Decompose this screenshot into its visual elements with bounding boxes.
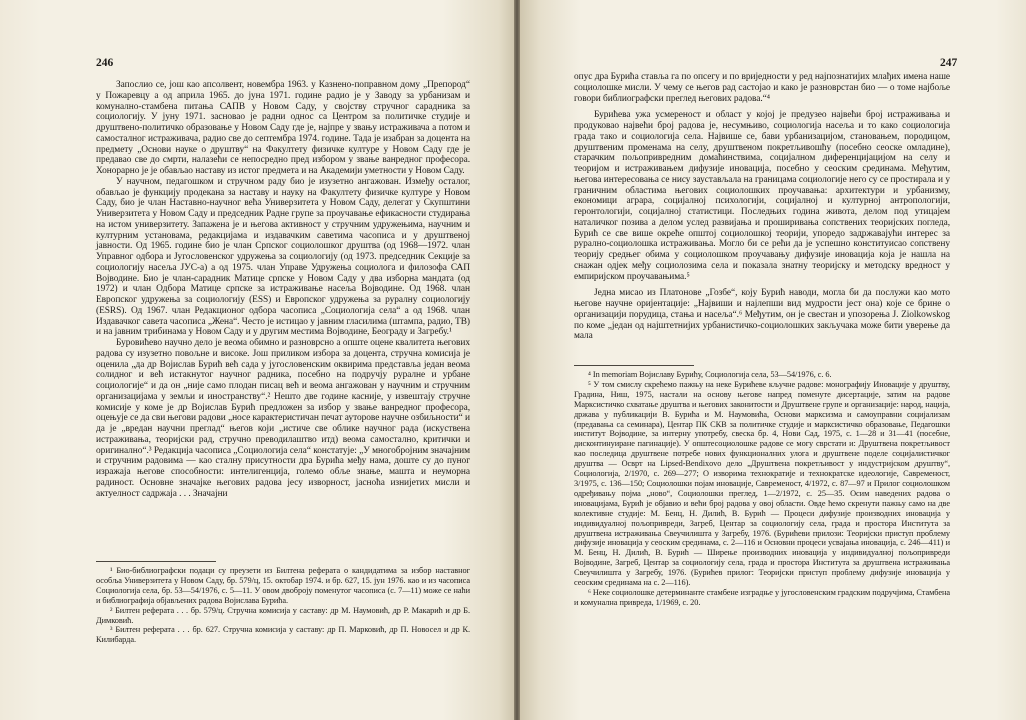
page-number: 246 — [96, 57, 114, 69]
paragraph: Запослио се, још као апсолвент, новембра 1963. у Казнено-поправном дому „Препород“ у Пожаревцу а од априла 1965. до јуна 1971. године радио је у Заводу за урбанизам и комунално-стамбена питања САПВ у Новом Саду, у својству стручног сарадника за социологију. У јуну 1971. засновао је радни однос са Центром за политичке студије и друштвено-политичко образовање у Новом Саду где је, најпре у звању истраживача а потом и самосталног истраживача, радио све до септембра 1974. године. Тада је изабран за доцента на предмету „Основи науке о друштву“ на Факултету физичке културе у Новом Саду где је предавао све до смрти, налазећи се непосредно пред избором у звање ванредног професора. Хонорарно је је обављао наставу из истог предмета и на Академији уметности у Новом Саду. — [96, 80, 470, 176]
paragraph: Једна мисао из Платонове „Гозбе“, коју Бурић наводи, могла би да послужи као мото његове научне оријентације: „Највиши и најлепши вид мудрости јест она) које се брине о организацији порудица, стања и насеља“.⁶ Међутим, он је свестан и упозорења J. Ziolkowskog по коме „један од најштетнијих урбанистичко-социолошких закључака може бити уверење да мала — [574, 288, 950, 342]
footnote: ² Билтен реферата . . . бр. 579/ц. Стручна комисија у саставу: др М. Наумовић, др Р. Макарић и др Б. Димковић. — [96, 605, 470, 625]
right-page — [520, 0, 1026, 720]
footnotes — [96, 566, 470, 645]
page-number: 247 — [940, 57, 958, 69]
footnote: ³ Билтен реферата . . . бр. 627. Стручна комисија у саставу: др П. Марковић, др П. Новосел и др К. Килибарда. — [96, 625, 470, 645]
paragraph: Бурићева ужа усмереност и област у којој је предузео највећи број истраживања и продуковао највећи број радова је, несумњиво, социологија насеља и то како социологија града тако и социологија села. Највише се, бави урбанизацијом, становањем, породицом, друштвеним променама на селу, друштвеном покретљивошћу (посебно сеоске омладине), старачким пољопривредним домаћинствима, социјалном диференцијацијом на селу и теоријом и истраживањем дифузије иновација, посебно у сеоским срединама. Међутим, његова интересовања се нису заустављала на границама социологије него су се простирала и у граничним областима његових социолошких проучавања: архитектури и урбанизму, економици аграра, социјалној психологији, социјалној и културној антропологији, геронтологији, социјалној статистици. Последњих година живота, делом под утицајем наталичког позива а делом услед развијања и проширивања сопствених теоријских погледа, Бурић се све више окреће општој социолошкој теорији, упоредо задржавајући интерес за рурално-социолошка истраживања. Могло би се рећи да је успешно конституисао сопствену теорију средњег обима у социолошком проучавању дифузије иновација која је нашла на снажан одјек међу социолозима села и показала знатну теоријску и методску вредност у емпиријском проучавањима.⁵ — [574, 110, 950, 282]
body-text — [96, 80, 470, 499]
footnote: ⁵ У том смислу скрећемо пажњу на неке Бурићеве кључне радове: монографију Иновације у друштву, Градина, Ниш, 1975, настали на основу његове напред поменуте дисертације, затим на радове Марксистичко схватање друштва и његових законитости и Друштвене групе и организације: народ, нација, држава у публикацији В. Бурића и М. Наумовића, Основи марксизма и самоуправни социјализам (предавања са семинара), Центар ПК СКВ за политичке студије и марксистичко образовање, Педагошки институт Војводине, за интерну употребу, свеска бр. 4, Нови Сад, 1975, с. 1—28 и 31—41 (посебне, дисконтинуиране пагинације). У општесоциолошке радове се могу сврстати и: Друштвена покретљивост као последица друштвене потребе нових функционалних улога и друштвене поделе социјалистичког друштва — Осврт на Lipsed-Bendixovo дело „Друштвена покретљивост у индустријском друштву“, Социологија, 2/1970, с. 269—277; О изворима технократије и технократске идеологије, Савременост, 3/1975, с. 136—150; Социолошки појам иновације, Савременост, 4/1972, с. 87—97 и Прилог социолошком одређивању појма „ново“, Социолошки преглед, 1—2/1972, с. 25—35. Осим наведених радова о иновацијама, Бурић је објавио и већи број радова у овој области. Овде ћемо скренути пажњу само на две колективне студије: М. Бенц, Н. Дилић, В. Бурић — Процеси дифузије производних иновација у индивидуалној пољопривреди, Загреб, Центар за социологију села, града и простора Института за друштвена истраживања Свеучилишта у Загребу, 1976. (Бурићеви прилози: Теоријски приступ проблему дифузије иновација у сеоским срединама, с. 2—116 и Основни процеси усвајања иновација, с. 246—411) и М. Бенц, Н. Дилић, В. Бурић — Ширење производних иновација у индивидуалној пољопривреди Војводине, Загреб, Центар за социологију села, града и простора Института за друштвена истраживања Свеучилишта у Загребу, 1976. (Бурићев прилог: Теоријски приступ проблему дифузије иновација у сеоским срединама на с. 2—116). — [574, 379, 950, 588]
paragraph: У научном, педагошком и стручном раду био је изузетно ангажован. Између осталог, обављао је функцију продекана за наставу и науку на Факултету физичке културе у Новом Саду, био је члан Наставно-научног већа Универзитета у Новом Саду, делегат у Скупштини Универзитета у Новом Саду и председник Радне групе за проучавање ефикасности студирања на истом универзитету. Запажена је и његова активност у стручним удружењима, научним и културним установама, редакцијама и издавачким саветима часописа и у друштвеној јавности. Од 1965. године био је члан Српског социолошког друштва (од 1968—1972. члан Управног одбора и Југословенског удружења за социологију (од 1973. председник Секције за социологију насеља ЈУС-а) а од 1975. члан Управе Удружења социолога и филозофа САП Војводине. Био је члан-сарадник Матице српске у Новом Саду у два изборна мандата (од 1972) и члан Одбора Матице српске за истраживање насеља Војводине. Од 1968. члан Европског удружења за социологију (ESS) и Европског удружења за руралну социологију (ESRS). Од 1967. члан Редакционог одбора часописа „Социологија села“ а од 1968. члан Издавачког савета часописа „Жена“. Често је истицао у јавним гласилима (штампа, радио, ТВ) и на јавним трибинама у Новом Саду и у другим местима Војводине, Београду и Загребу.¹ — [96, 176, 470, 338]
body-text — [574, 72, 950, 342]
footnote-rule — [574, 365, 950, 366]
paragraph: опус дра Бурића ставља га по опсегу и по вриједности у ред најпознатијих млађих имена наше социолошке мисли. У чему се његов рад састојао и како је разноврстан био — о томе најбоље говори библиографски преглед његових радова.“⁴ — [574, 72, 950, 104]
footnote: ¹ Био-библиографски подаци су преузети из Билтена реферата о кандидатима за избор наставног особља Универзитета у Новом Саду, бр. 579/ц, 15. октобар 1974. и бр. 627, 15. јун 1976. као и из часописа Социологија села, бр. 53—54/1976, с. 5—11. У овом двоброју поменутог часописа (с. 7—11) може се наћи и библиографија објављених радова Војислава Бурића. — [96, 566, 470, 605]
footnotes — [574, 370, 950, 608]
footnote-rule — [96, 561, 470, 562]
paragraph: Буровићево научно дело је веома обимно и разноврсно а опште оцене квалитета његових радова су изузетно повољне и високе. Још приликом избора за доцента, стручна комисија је оценила „да др Војислав Бурић већ сада у југословенским оквирима представља један веома солидног и већ истакнутог научног радника, посебно на подручју руралне и урбане социологије“ и да он „није само плодан писац већ и веома ангажован у научним и стручним организацијама у земљи и иностранству“.² Нешто две године касније, у извештају стручне комисије у коме је др Војислав Бурић предложен за избор у звање ванредног професора, оцењује се да сви његови радови „носе карактеристичан печат ауторове научне озбиљности“ и да је „вредан научни преглад“ његов који „истиче све облике научног рада (искуствена истраживања, теоријски рад, стручно преводилаштво итд) веома самостално, критички и оригинално“.³ Редакција часописа „Социологија села“ констатује: „У многобројним значајним и стручним радовима — као сталну присутности дра Бурића међу нама, доште су до пуног изражаја његове способности: интелигенција, големо обље знање, машта и неуморна радиност. Основне значајке његових радова јесу изворност, јасноћа изнијетих мисли и актуелност садржаја . . . Значајни — [96, 338, 470, 499]
footnote: ⁶ Неке социолошке детерминанте стамбене изградње у југословенским градским подручјима, Стамбена и комунална привреда, 1/1969, с. 20. — [574, 587, 950, 607]
footnote: ⁴ In memoriam Војиславу Бурићу, Социологија села, 53—54/1976, с. 6. — [588, 370, 832, 379]
